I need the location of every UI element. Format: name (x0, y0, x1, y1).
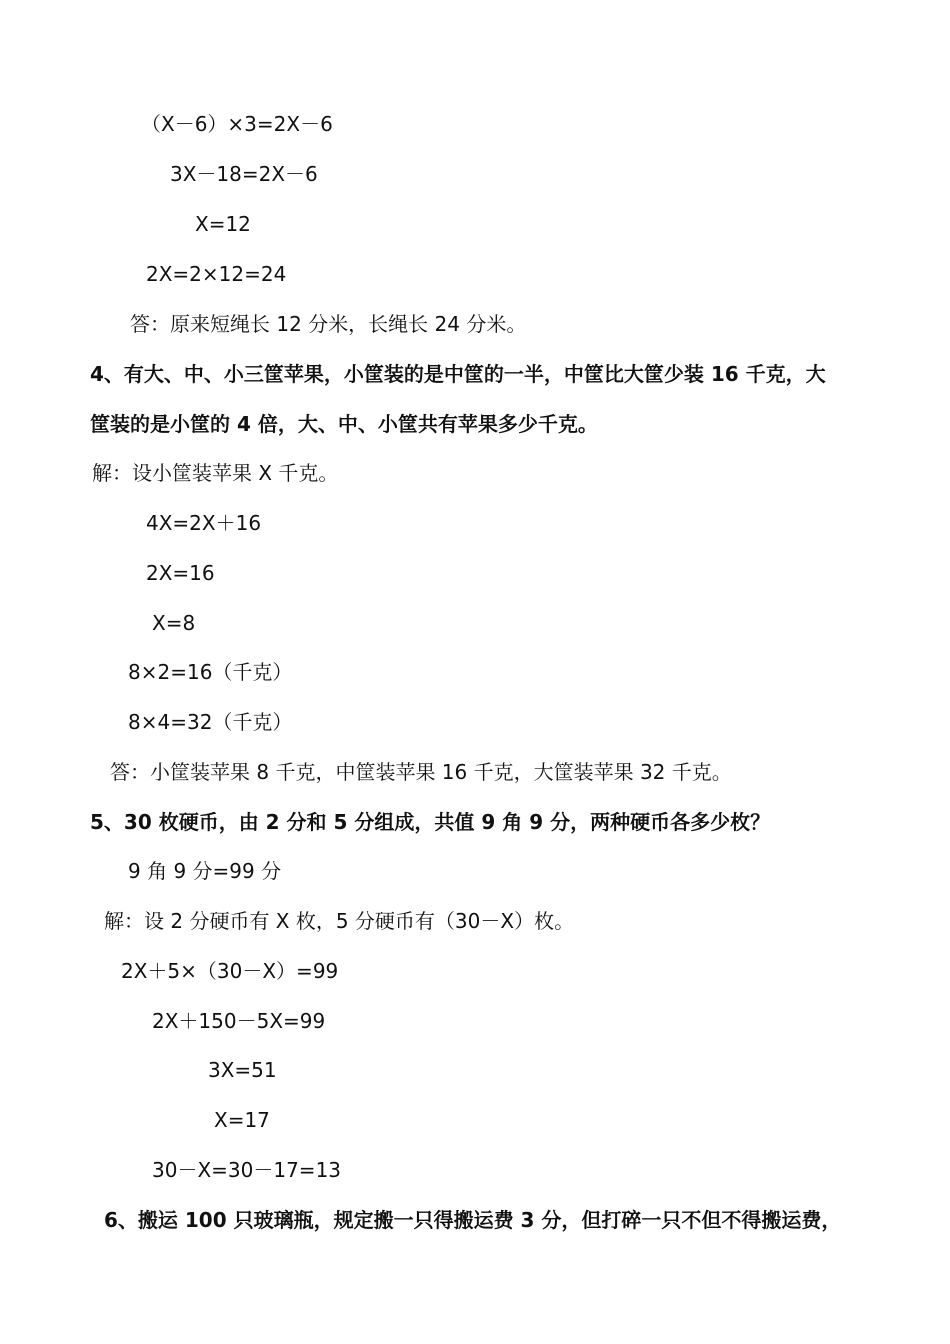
equation-line: 3X=51 (208, 1058, 277, 1082)
problem-4-text-continued: 筐装的是小筐的 4 倍，大、中、小筐共有苹果多少千克。 (90, 412, 598, 436)
solution-setup-line: 解：设小筐装苹果 X 千克。 (92, 461, 339, 485)
equation-line: X=12 (195, 212, 251, 236)
equation-line: X=8 (152, 611, 196, 635)
equation-line: 2X=16 (146, 561, 215, 585)
equation-line: 30－X=30－17=13 (152, 1158, 342, 1182)
equation-line: 8×2=16（千克） (128, 660, 293, 684)
conversion-line: 9 角 9 分=99 分 (128, 859, 282, 883)
equation-line: 2X＋150－5X=99 (152, 1009, 326, 1033)
answer-line: 答：小筐装苹果 8 千克，中筐装苹果 16 千克，大筐装苹果 32 千克。 (110, 760, 732, 784)
equation-line: 3X－18=2X－6 (170, 162, 318, 186)
equation-line: 2X=2×12=24 (146, 262, 287, 286)
equation-line: （X－6）×3=2X－6 (141, 112, 333, 136)
problem-6-text: 6、搬运 100 只玻璃瓶，规定搬一只得搬运费 3 分，但打碎一只不但不得搬运费， (104, 1208, 842, 1232)
problem-4-text: 4、有大、中、小三筐苹果，小筐装的是中筐的一半，中筐比大筐少装 16 千克，大 (90, 362, 826, 386)
equation-line: X=17 (214, 1108, 270, 1132)
problem-5-text: 5、30 枚硬币，由 2 分和 5 分组成，共值 9 角 9 分，两种硬币各多少枚？ (90, 810, 771, 834)
equation-line: 4X=2X＋16 (146, 511, 262, 535)
equation-line: 8×4=32（千克） (128, 710, 293, 734)
solution-setup-line: 解：设 2 分硬币有 X 枚，5 分硬币有（30－X）枚。 (104, 909, 575, 933)
answer-line: 答：原来短绳长 12 分米，长绳长 24 分米。 (130, 312, 527, 336)
equation-line: 2X＋5×（30－X）=99 (121, 959, 339, 983)
